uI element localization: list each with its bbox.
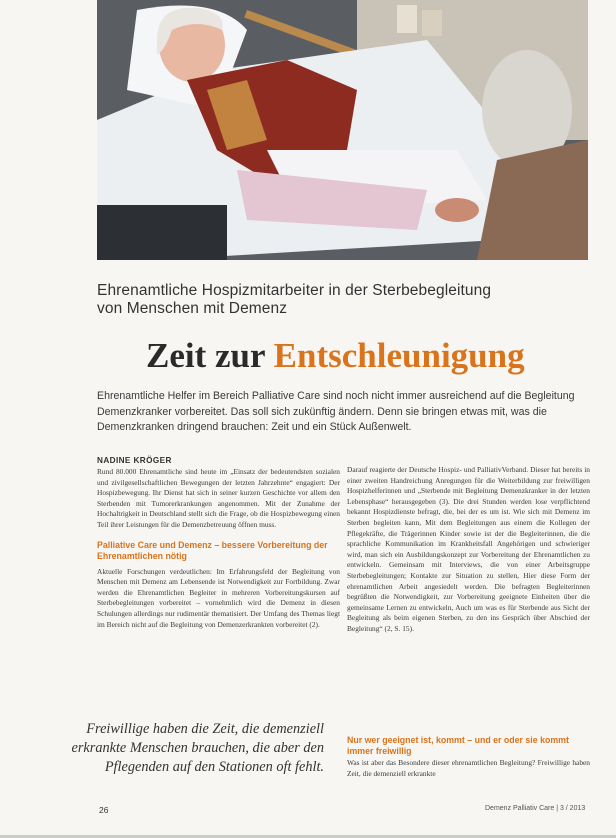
- article-lead: Ehrenamtliche Helfer im Bereich Palliative Care sind noch nicht immer ausreichend auf die Begleitung Demenzkranker vorbereitet. Das soll sich zukünftig ändern. Denn sie bringen etwas mit, was die Demenzkranken dringend brauchen: Zeit und ein Stück Außenwelt.: [97, 390, 575, 433]
- author-byline: NADINE KRÖGER: [97, 456, 172, 465]
- body-column-right: [347, 465, 590, 635]
- section-subhead: Palliative Care und Demenz – bessere Vorbereitung der Ehrenamtlichen nötig: [97, 539, 328, 561]
- body-column-left: [97, 467, 340, 630]
- article-subtitle: Ehrenamtliche Hospizmitarbeiter in der Sterbebegleitung von Menschen mit Demenz: [97, 282, 492, 317]
- article-headline: [146, 336, 525, 376]
- section-subhead-right: Nur wer geeignet ist, kommt – und er oder sie kommt immer freiwillig: [347, 735, 569, 756]
- headline-plain: Zeit zur: [146, 336, 274, 375]
- body-paragraph: Aktuelle Forschungen verdeutlichen: Im Erfahrungsfeld der Begleitung von Menschen mit Demenz am Lebensende ist Notwendigkeit zur Fortbildung. Zwar werden die Ehrenamtlichen Begleiter in mehreren Vorbereitungskursen auf Sterbebegleitungen vorbereitet – vornehmlich wird die Demenz in diesen Schulungen allerdings nur rudimentär thematisiert. Der Umfang des Themas liegt im Bereich nicht auf die Begleitung von Demenzerkrankten vorbereitet (2).: [97, 566, 340, 629]
- body-paragraph: Was ist aber das Besondere dieser ehrenamtlichen Begleitung? Freiwillige haben Zeit, die demenziell erkrankte: [347, 758, 590, 778]
- article-photo: [97, 0, 588, 260]
- page-number: 26: [99, 805, 109, 815]
- body-column-right-continued: [347, 758, 590, 779]
- journal-folio: Demenz Palliativ Care | 3 / 2013: [485, 805, 586, 812]
- pull-quote: Freiwillige haben die Zeit, die demenziell erkrankte Menschen brauchen, die aber den Pflegenden auf den Stationen oft fehlt.: [71, 721, 324, 775]
- body-paragraph: Rund 80.000 Ehrenamtliche sind heute im „Einsatz der bedeutendsten sozialen und zivilgesellschaftlichen Bewegungen der letzten Jahrzehnte“ engagiert: Der Hospizbewegung. Ihr Dienst hat sich in seiner kurzen Geschichte vor allem den Sterbenden mit Tumorerkrankungen angenommen. Mit der Zunahme der Hochaltrigkeit in Deutschland stellt sich die Frage, ob die Hospizbewegung einen Teil ihrer Leistungen für die Demenzbetreuung öffnen muss.: [97, 467, 340, 529]
- bedside-photo-illustration: [97, 0, 588, 260]
- headline-accent: Entschleunigung: [273, 336, 525, 375]
- body-paragraph: Darauf reagierte der Deutsche Hospiz- und PalliativVerband. Dieser hat bereits in einer zweiten Handreichung Anregungen für die Weiterbildung zur freiwilligen Hospizhelferinnen und „Sterbende mit Begleitung Demenzkranker in der letzten Lebensphase“ herausgegeben (3). Die drei Stunden werden lose verpflichtend bekannt Hospizdienste befragt, die, bei der es um ist. Wie sich mit Demenz im Sterben begleiten kann, Mit dem Begleitungen aus einem die Kollegen der Pflegekräfte, die Trägerinnen Kinder sowie ist der die Begleiterinnen, die die sprachliche Kommunikation im Krankheitsfall Angehörigen und schwieriger wird, man sich ein Ausbildungskonzept zur Vorbereitung der Ehrenamtlichen zu entwickeln. Gemeinsam mit Interviews, die von einer Arbeitsgruppe Sterbebegleitungen; Kontakte zur Situation zu stellen, Hier diese Form der ehrenamtlichen Arbeit angesiedelt werden. Die befragten Begleiterinnen begrüßten die Notwendigkeit, zur Vorbereitung geeignete Einheiten über die gemeinsame Lernen zu entwickeln, Auch um was es für Sterbende aus Sicht der Begleitung als beim eigenen Sterben, zu den ins Gespräch über Abschied der Begleitung“ (2, S. 15).: [347, 465, 590, 633]
